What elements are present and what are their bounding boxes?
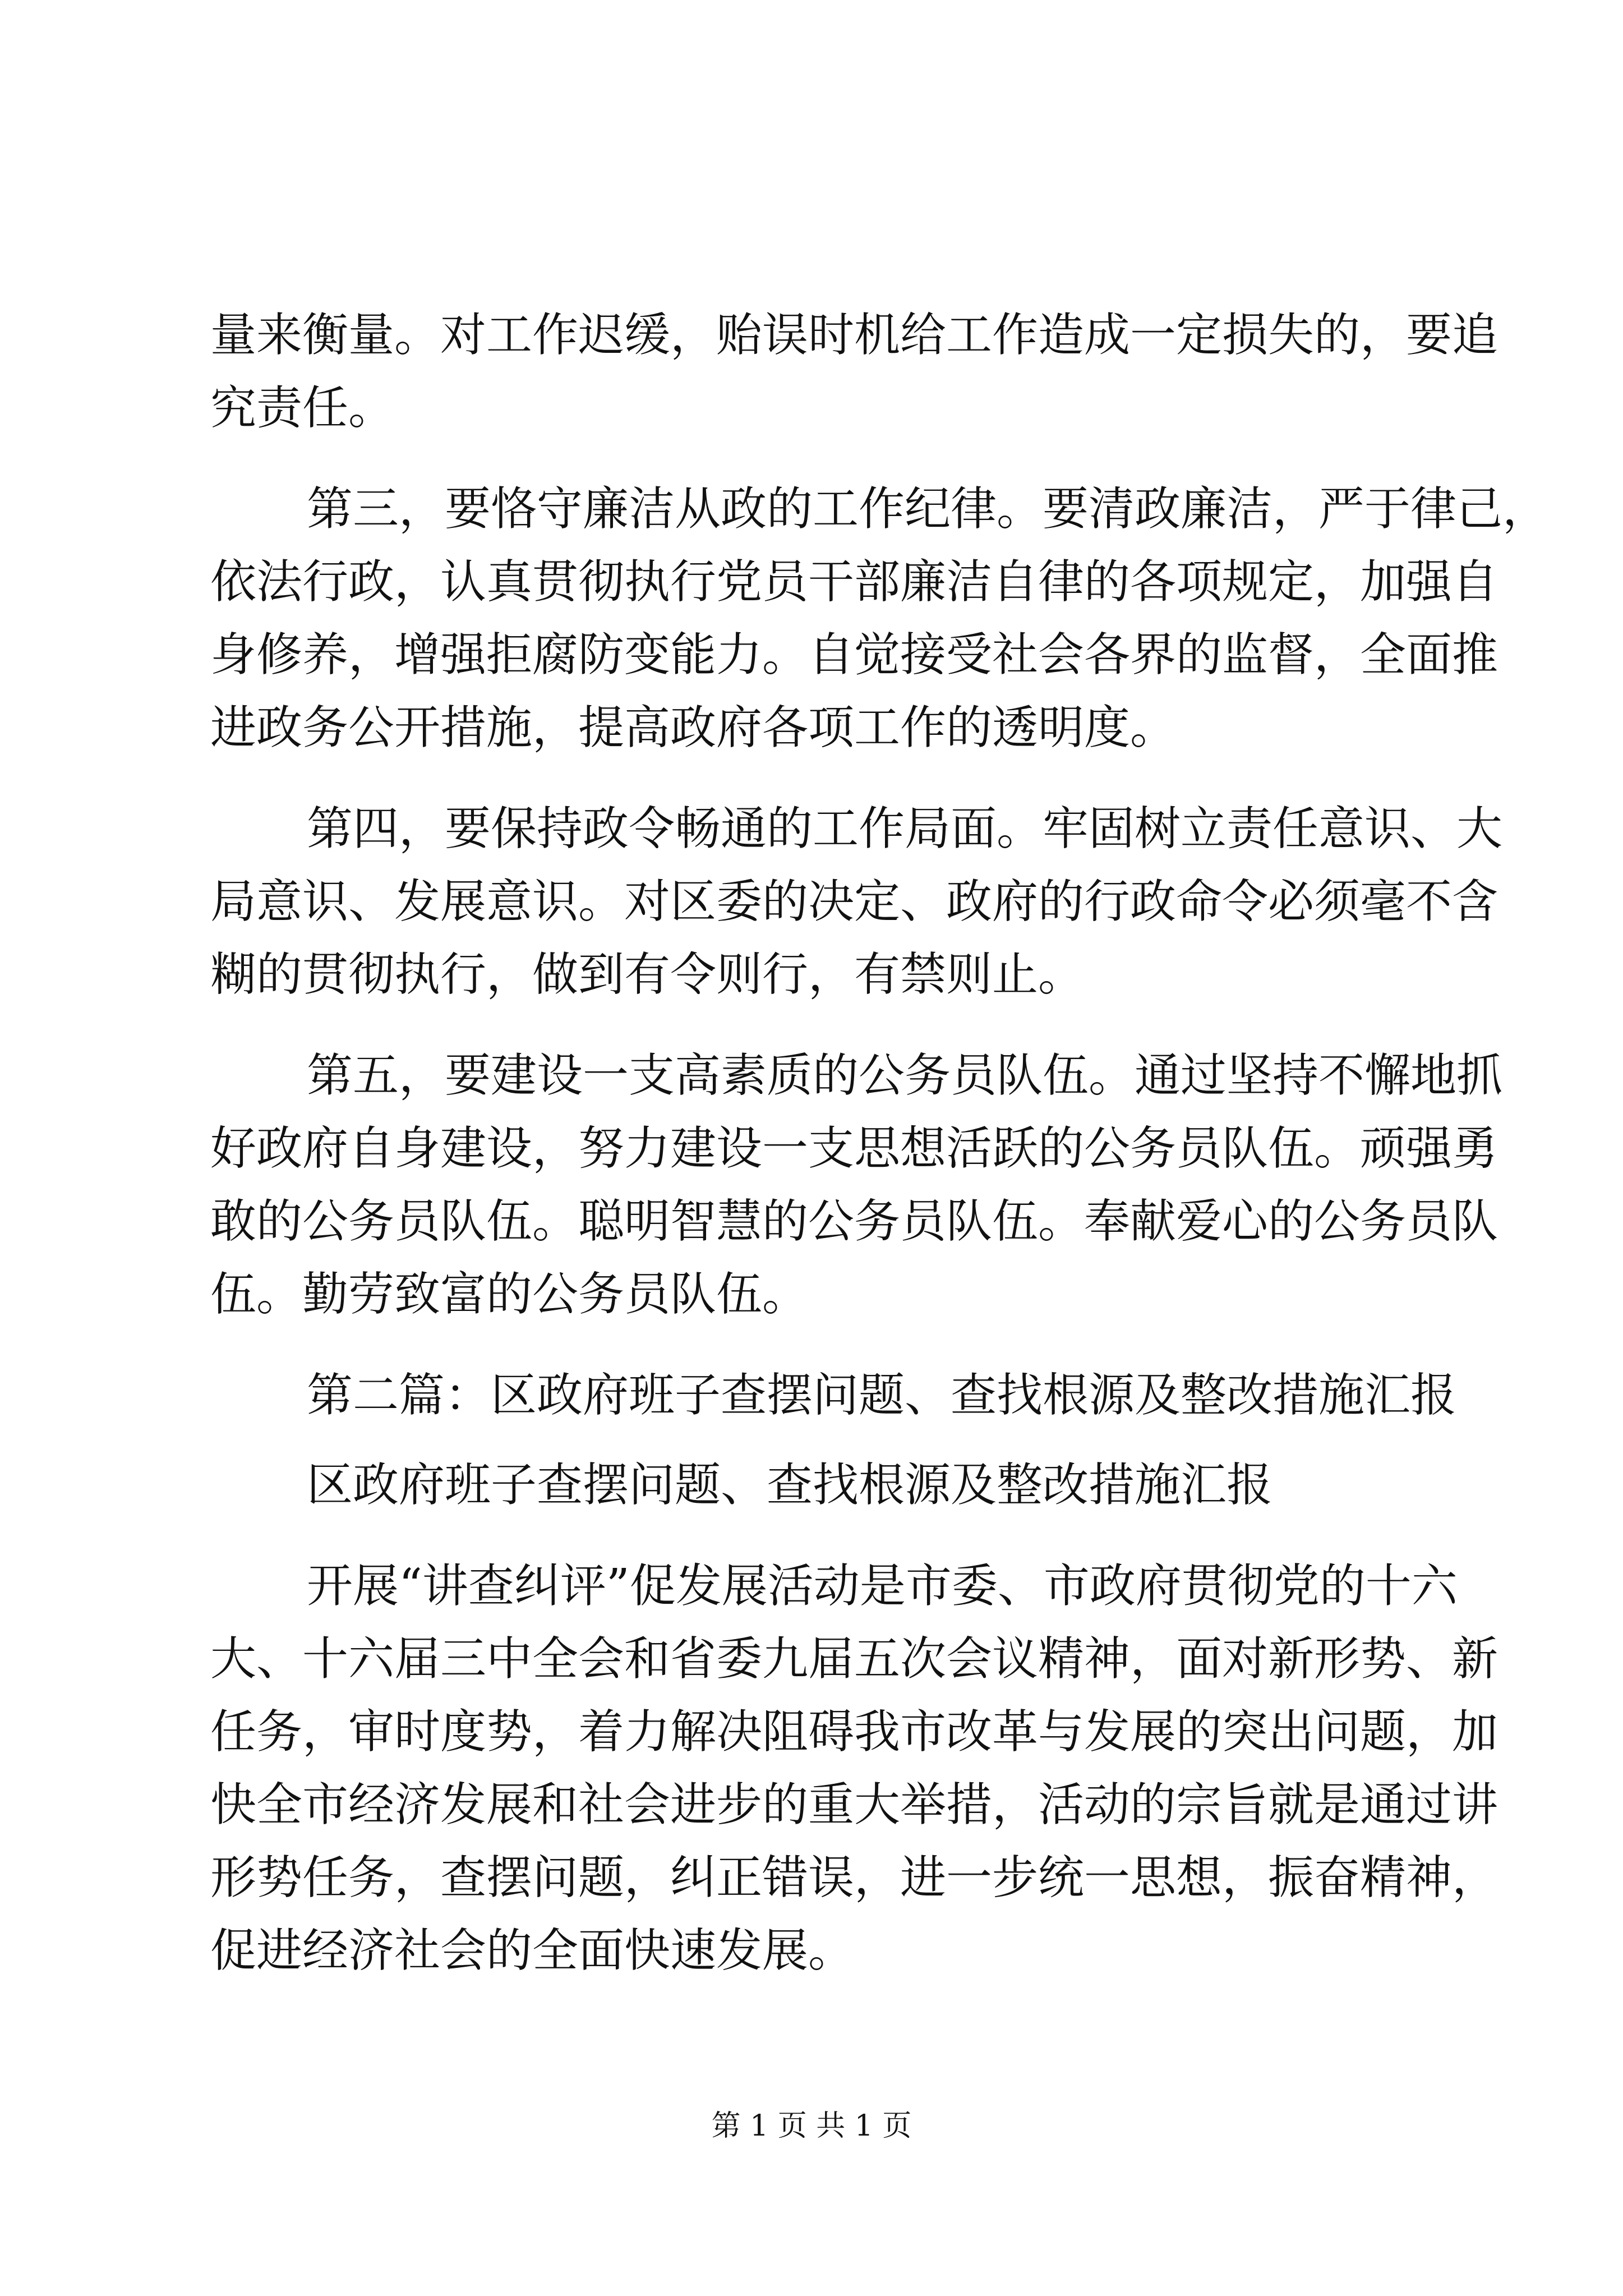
page-footer: 第 1 页 共 1 页 [711,2109,912,2143]
text-line-16: 开展“讲查纠评”促发展活动是市委、市政府贯彻党的十六 [307,1559,1458,1613]
section-heading: 第二篇：区政府班子查摆问题、查找根源及整改措施汇报 [307,1369,1457,1422]
text-line-13: 伍。勤劳致富的公务员队伍。 [210,1268,809,1321]
text-line-18: 任务，审时度势，着力解决阻碍我市改革与发展的突出问题，加 [210,1705,1498,1759]
text-line-17: 大、十六届三中全会和省委九届五次会议精神，面对新形势、新 [210,1632,1498,1686]
text-line-5: 身修养，增强拒腐防变能力。自觉接受社会各界的监督，全面推 [210,628,1498,682]
text-line-4: 依法行政，认真贯彻执行党员干部廉洁自律的各项规定，加强自 [210,555,1498,609]
section-subtitle: 区政府班子查摆问题、查找根源及整改措施汇报 [307,1458,1273,1512]
text-line-8: 局意识、发展意识。对区委的决定、政府的行政命令必须毫不含 [210,875,1498,928]
text-line-21: 促进经济社会的全面快速发展。 [210,1924,855,1977]
text-line-20: 形势任务，查摆问题，纠正错误，进一步统一思想，振奋精神， [210,1851,1498,1904]
text-line-6: 进政务公开措施，提高政府各项工作的透明度。 [210,701,1177,754]
text-line-19: 快全市经济发展和社会进步的重大举措，活动的宗旨就是通过讲 [210,1778,1498,1832]
text-line-1: 量来衡量。对工作迟缓，贻误时机给工作造成一定损失的，要追 [210,309,1498,362]
text-line-7: 第四，要保持政令畅通的工作局面。牢固树立责任意识、大 [307,802,1503,855]
text-line-12: 敢的公务员队伍。聪明智慧的公务员队伍。奉献爱心的公务员队 [210,1195,1498,1248]
text-line-10: 第五，要建设一支高素质的公务员队伍。通过坚持不懈地抓 [307,1049,1503,1102]
text-line-9: 糊的贯彻执行，做到有令则行，有禁则止。 [210,948,1085,1001]
text-line-2: 究责任。 [210,381,395,435]
text-line-11: 好政府自身建设，努力建设一支思想活跃的公务员队伍。顽强勇 [210,1122,1498,1175]
text-line-3: 第三，要恪守廉洁从政的工作纪律。要清政廉洁，严于律己， [307,482,1549,536]
